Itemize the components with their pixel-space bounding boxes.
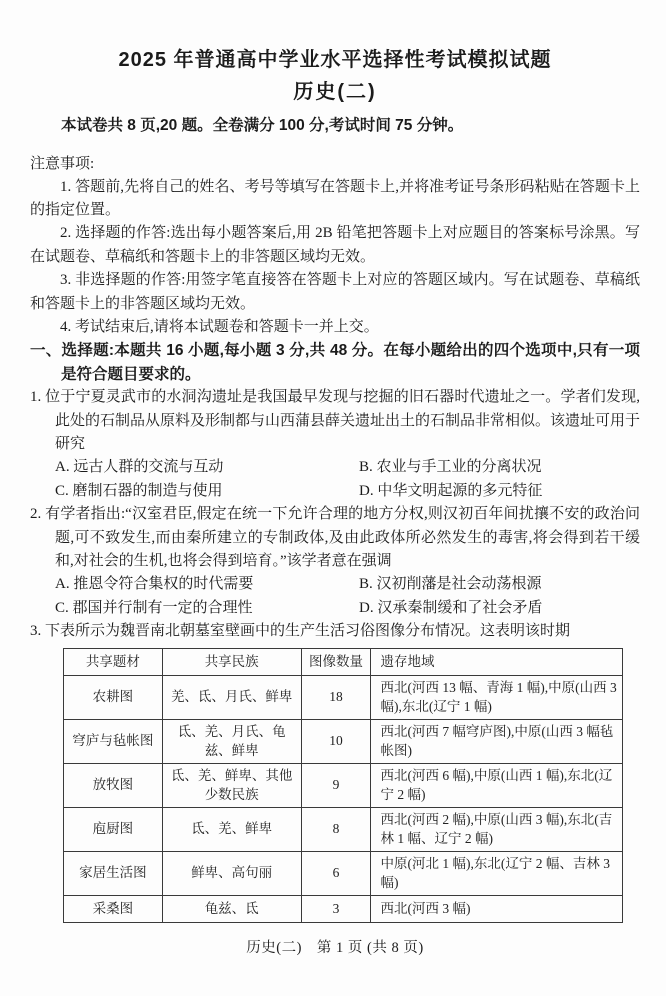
question-2-options-row-1	[55, 573, 640, 596]
cell-ethnic: 龟兹、氐	[162, 896, 301, 923]
cell-ethnic: 氐、羌、月氏、龟兹、鲜卑	[162, 720, 301, 764]
cell-ethnic: 鲜卑、高句丽	[162, 852, 301, 896]
exam-info-line: 本试卷共 8 页,20 题。全卷满分 100 分,考试时间 75 分钟。	[61, 117, 464, 134]
table-row	[64, 676, 623, 720]
question-1-option-c: C. 磨制石器的制造与使用	[55, 482, 223, 499]
cell-theme: 采桑图	[64, 896, 163, 923]
cell-ethnic: 羌、氐、月氏、鲜卑	[162, 676, 301, 720]
note-item-2: 2. 选择题的作答:选出每小题答案后,用 2B 铅笔把答题卡上对应题目的答案标号涂黑。写在试题卷、草稿纸和答题卡上的非答题区域均无效。	[30, 225, 640, 265]
cell-region: 西北(河西 3 幅)	[371, 896, 623, 923]
cell-count: 9	[301, 764, 371, 808]
table-header-ethnic: 共享民族	[162, 648, 301, 676]
cell-region: 中原(河北 1 幅),东北(辽宁 2 幅、吉林 3 幅)	[371, 852, 623, 896]
table-header-region: 遗存地域	[371, 648, 623, 676]
cell-count: 6	[301, 852, 371, 896]
question-2-option-d: D. 汉承秦制缓和了社会矛盾	[359, 599, 543, 616]
table-row	[64, 852, 623, 896]
cell-region: 西北(河西 13 幅、青海 1 幅),中原(山西 3 幅),东北(辽宁 1 幅)	[371, 676, 623, 720]
cell-theme: 穹庐与毡帐图	[64, 720, 163, 764]
table-header-theme: 共享题材	[64, 648, 163, 676]
cell-theme: 农耕图	[64, 676, 163, 720]
question-1-options-row-2	[55, 480, 640, 503]
cell-ethnic: 氐、羌、鲜卑	[162, 808, 301, 852]
cell-count: 8	[301, 808, 371, 852]
note-item-4: 4. 考试结束后,请将本试题卷和答题卡一并上交。	[60, 318, 379, 335]
cell-theme: 庖厨图	[64, 808, 163, 852]
cell-count: 10	[301, 720, 371, 764]
cell-theme: 放牧图	[64, 764, 163, 808]
table-header-row	[64, 648, 623, 676]
question-1-stem: 1. 位于宁夏灵武市的水洞沟遗址是我国最早发现与挖掘的旧石器时代遗址之一。学者们发现,此处的石制品从原料及形制都与山西蒲县薛关遗址出土的石制品非常相似。该遗址可用于研究	[30, 389, 641, 452]
question-2-option-b: B. 汉初削藩是社会动荡根源	[359, 576, 542, 593]
note-item-3: 3. 非选择题的作答:用签字笔直接答在答题卡上对应的答题区域内。写在试题卷、草稿纸和答题卡上的非答题区域均无效。	[30, 272, 640, 312]
exam-title: 2025 年普通高中学业水平选择性考试模拟试题	[118, 49, 552, 71]
section-one-heading: 一、选择题:本题共 16 小题,每小题 3 分,共 48 分。在每小题给出的四个选项中,只有一项是符合题目要求的。	[30, 342, 640, 383]
question-3-data-table	[63, 648, 623, 924]
table-header-count: 图像数量	[301, 648, 371, 676]
cell-region: 西北(河西 2 幅),中原(山西 3 幅),东北(吉林 1 幅、辽宁 2 幅)	[371, 808, 623, 852]
cell-region: 西北(河西 7 幅穹庐图),中原(山西 3 幅毡帐图)	[371, 720, 623, 764]
question-2-option-a: A. 推恩令符合集权的时代需要	[55, 576, 254, 593]
page-footer: 历史(二) 第 1 页 (共 8 页)	[246, 940, 424, 957]
question-2-options-row-2	[55, 597, 640, 620]
cell-region: 西北(河西 6 幅),中原(山西 1 幅),东北(辽宁 2 幅)	[371, 764, 623, 808]
cell-count: 18	[301, 676, 371, 720]
table-row	[64, 808, 623, 852]
question-1-option-a: A. 远古人群的交流与互动	[55, 459, 224, 476]
question-1-options-row-1	[55, 456, 640, 479]
question-3	[30, 620, 640, 923]
question-2-stem: 2. 有学者指出:“汉室君臣,假定在统一下允许合理的地方分权,则汉初百年间扰攘不安的政治问题,可不致发生,而由秦所建立的专制政体,及由此政体所必然发生的毒害,将会得到若干缓和,对社会的生机,也将会得到培育。”该学者意在强调	[30, 506, 640, 569]
question-2	[30, 503, 640, 620]
table-row	[64, 720, 623, 764]
cell-theme: 家居生活图	[64, 852, 163, 896]
question-1-option-d: D. 中华文明起源的多元特征	[359, 482, 543, 499]
cell-count: 3	[301, 896, 371, 923]
cell-ethnic: 氐、羌、鲜卑、其他少数民族	[162, 764, 301, 808]
note-item-1: 1. 答题前,先将自己的姓名、考号等填写在答题卡上,并将准考证号条形码粘贴在答题卡上的指定位置。	[30, 178, 640, 218]
question-1	[30, 386, 640, 503]
question-2-option-c: C. 郡国并行制有一定的合理性	[55, 599, 253, 616]
exam-subject-subtitle: 历史(二)	[293, 81, 377, 103]
table-row	[64, 764, 623, 808]
table-row	[64, 896, 623, 923]
question-3-stem: 3. 下表所示为魏晋南北朝墓室壁画中的生产生活习俗图像分布情况。这表明该时期	[30, 623, 571, 640]
exam-page	[0, 47, 666, 957]
notes-heading: 注意事项:	[30, 155, 95, 172]
question-1-option-b: B. 农业与手工业的分离状况	[359, 459, 542, 476]
